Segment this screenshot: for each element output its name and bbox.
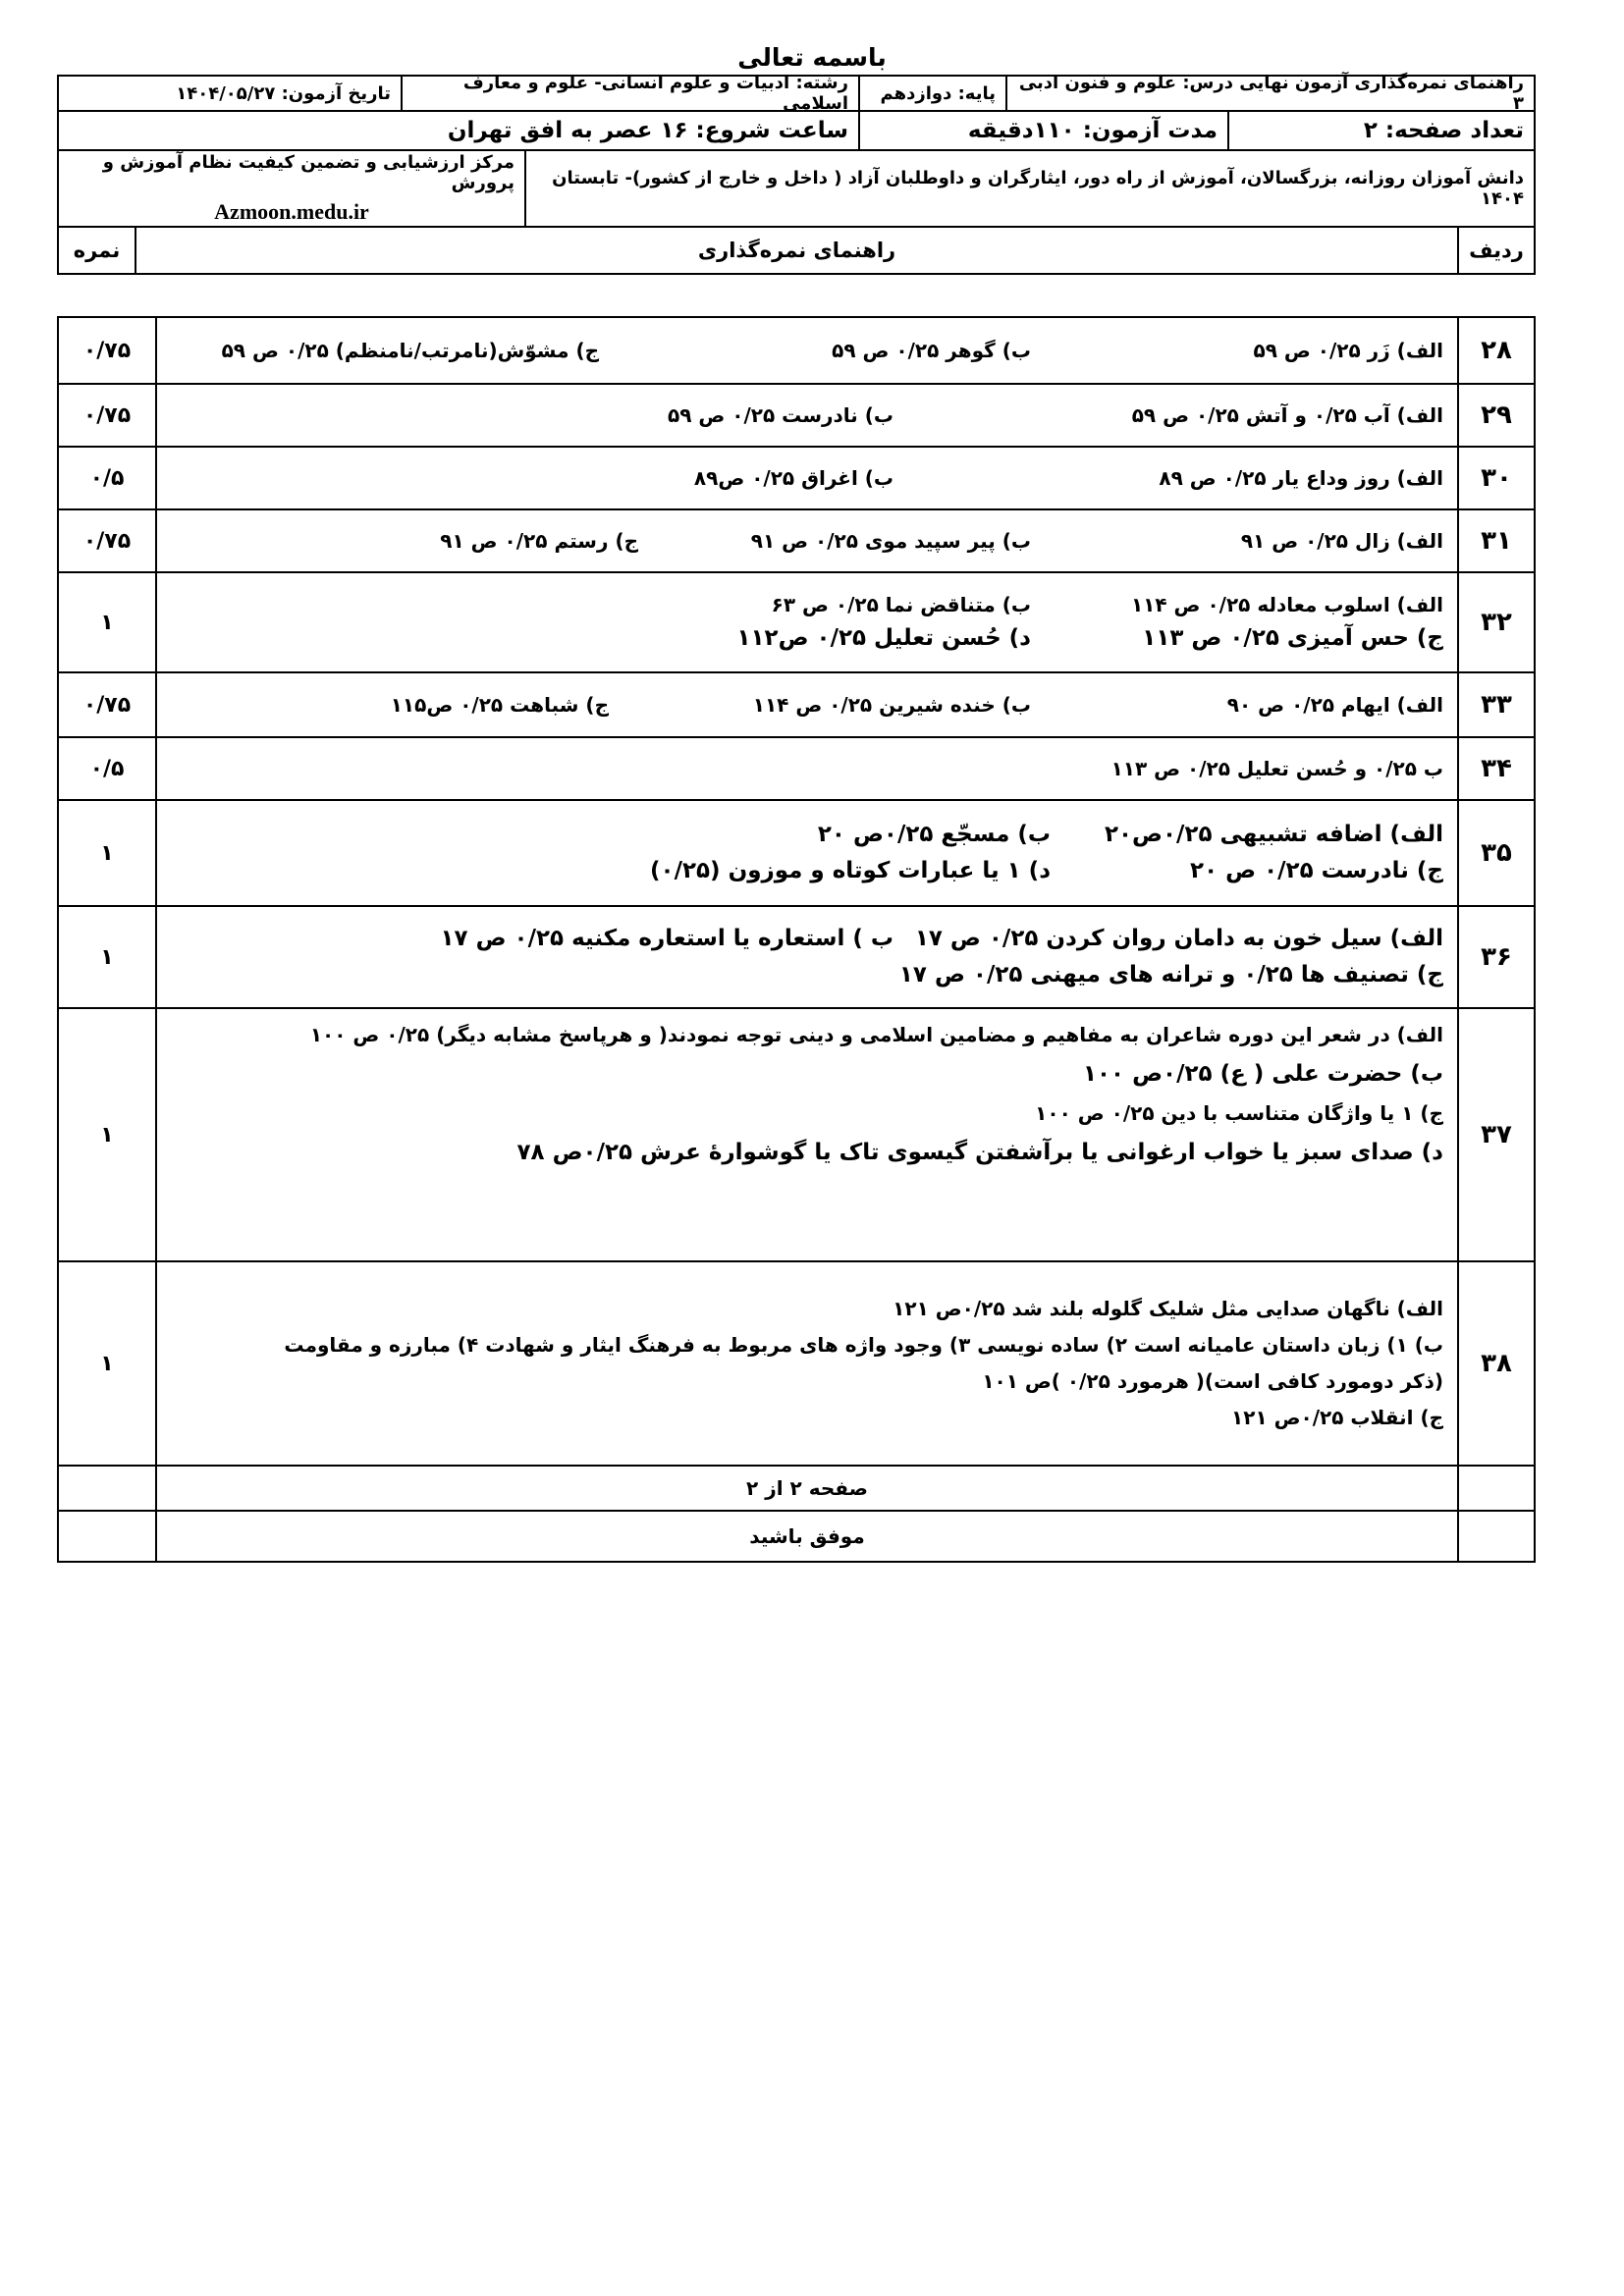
answer-part: ج) رستم ۰/۲۵ ص ۹۱: [440, 529, 638, 553]
footer-bye-cell: [155, 1512, 1457, 1561]
answer-part: ب) ۱) زبان داستان عامیانه است ۲) ساده نویسی ۳) وجود واژه های مربوط به فرهنگ ایثار و شهادت ۴) مبارزه و مقاومت: [284, 1333, 1443, 1357]
answer-line: [171, 335, 1443, 366]
guide-column-label: راهنمای نمره‌گذاری: [135, 228, 1457, 273]
answer-line: [171, 753, 1443, 784]
row-number: ۳۱: [1457, 510, 1534, 571]
header-row-3: [59, 151, 1534, 228]
page-count: تعداد صفحه: ۲: [1227, 112, 1534, 149]
answer-line: [171, 921, 1443, 957]
grade-label: پایه: دوازدهم: [858, 77, 1005, 110]
answer-line: [171, 589, 1443, 620]
answer-line: [171, 620, 1443, 657]
answer-part: الف) سیل خون به دامان روان کردن ۰/۲۵ ص ۱۷: [914, 926, 1443, 952]
answer-part: ب ۰/۲۵ و حُسن تعلیل ۰/۲۵ ص ۱۱۳: [1110, 757, 1443, 780]
answer-part: ج) تصنیف ها ۰/۲۵ و ترانه های میهنی ۰/۲۵ ص ۱۷: [898, 962, 1443, 988]
answer-part: ج) شباهت ۰/۲۵ ص۱۱۵: [390, 693, 609, 717]
row-score: ۰/۵: [89, 756, 125, 781]
center-name: مرکز ارزشیابی و تضمین کیفیت نظام آموزش و پرورش: [102, 152, 514, 193]
answer-row-28: [59, 318, 1534, 385]
header-row-2: [59, 112, 1534, 151]
answer-content: [155, 448, 1457, 508]
empty-cell: [1457, 1512, 1534, 1561]
row-number: ۳۵: [1457, 801, 1534, 905]
answer-part: ب) پیر سپید موی ۰/۲۵ ص ۹۱: [750, 529, 1031, 553]
row-number: ۲۹: [1457, 385, 1534, 446]
answer-line: [171, 689, 1443, 721]
answer-part: الف) اضافه تشبیهی ۰/۲۵ص۲۰: [1104, 822, 1443, 848]
row-score: ۰/۷۵: [82, 402, 132, 428]
answer-row-29: [59, 385, 1534, 448]
row-number: ۳۲: [1457, 573, 1534, 671]
answer-line: [171, 1053, 1443, 1095]
answer-row-34: [59, 738, 1534, 801]
answer-part: ب) نادرست ۰/۲۵ ص ۵۹: [667, 403, 893, 427]
answer-row-33: [59, 673, 1534, 738]
answer-part: د) حُسن تعلیل ۰/۲۵ ص۱۱۲: [736, 624, 1031, 651]
answer-row-32: [59, 573, 1534, 673]
row-number: ۳۶: [1457, 907, 1534, 1007]
row-score: ۱: [100, 610, 114, 635]
course-guide: راهنمای نمره‌گذاری آزمون نهایی درس: علوم و فنون ادبی ۳: [1005, 77, 1534, 110]
row-number: ۳۸: [1457, 1262, 1534, 1465]
answer-part: ب) خنده شیرین ۰/۲۵ ص ۱۱۴: [752, 693, 1031, 717]
row-score: ۱: [100, 1122, 114, 1148]
answer-content: [155, 738, 1457, 799]
answers-table: [57, 316, 1536, 1563]
answer-line: [171, 400, 1443, 431]
row-score: ۱: [100, 1351, 114, 1376]
page-number: صفحه ۲ از ۲: [746, 1476, 868, 1500]
answer-part: الف) روز وداع یار ۰/۲۵ ص ۸۹: [1159, 466, 1443, 490]
answer-row-36: [59, 907, 1534, 1009]
closing-note: موفق باشید: [749, 1524, 865, 1548]
answer-part: الف) اسلوب معادله ۰/۲۵ ص ۱۱۴: [1130, 592, 1443, 616]
empty-cell: [1457, 1467, 1534, 1510]
row-score: ۰/۷۵: [82, 528, 132, 554]
answer-content: [155, 1262, 1457, 1465]
row-column-label: ردیف: [1457, 228, 1534, 273]
answer-line: [171, 462, 1443, 494]
answer-part: الف) ناگهان صدایی مثل شلیک گلوله بلند شد ۰/۲۵ص ۱۲۱: [893, 1297, 1443, 1320]
header-row-1: [59, 73, 1534, 114]
answer-part: ج) انقلاب ۰/۲۵ص ۱۲۱: [1231, 1406, 1443, 1429]
answer-part: الف) زَر ۰/۲۵ ص ۵۹: [1253, 339, 1443, 362]
answer-row-35: [59, 801, 1534, 907]
answer-content: [155, 907, 1457, 1007]
empty-cell: [59, 1467, 155, 1510]
answer-row-38: [59, 1262, 1534, 1467]
answer-part: ب) اغراق ۰/۲۵ ص۸۹: [693, 466, 893, 490]
answer-line: [171, 1363, 1443, 1400]
students-info: دانش آموزان روزانه، بزرگسالان، آموزش از راه دور، ایثارگران و داوطلبان آزاد ( داخل و خارج از کشور)- تابستان ۱۴۰۴: [524, 151, 1534, 226]
answer-part: الف) ایهام ۰/۲۵ ص ۹۰: [1226, 693, 1443, 717]
answer-part: د) ۱ یا عبارات کوتاه و موزون (۰/۲۵): [650, 858, 1051, 883]
answer-line: [171, 817, 1443, 853]
row-number: ۲۸: [1457, 318, 1534, 383]
row-number: ۳۷: [1457, 1009, 1534, 1260]
answer-content: [155, 318, 1457, 383]
answer-line: [171, 957, 1443, 993]
row-score: ۰/۷۵: [82, 692, 132, 718]
answer-content: [155, 385, 1457, 446]
answer-part: الف) آب ۰/۲۵ و آتش ۰/۲۵ ص ۵۹: [1131, 403, 1443, 427]
answer-part: ج) مشوّش(نامرتب/نامنظم) ۰/۲۵ ص ۵۹: [221, 339, 599, 362]
center-info: [59, 151, 524, 226]
answer-part: الف) در شعر این دوره شاعران به مفاهیم و مضامین اسلامی و دینی توجه نمودند( و هرپاسخ مشابه دیگر) ۰/۲۵ ص ۱۰۰: [309, 1023, 1443, 1046]
site-url: Azmoon.medu.ir: [214, 199, 369, 224]
answer-part: ب) حضرت علی ( ع) ۰/۲۵ص ۱۰۰: [1082, 1061, 1443, 1087]
answer-part: ب ) استعاره یا استعاره مکنیه ۰/۲۵ ص ۱۷: [440, 926, 893, 952]
answer-row-31: [59, 510, 1534, 573]
row-score: ۰/۷۵: [82, 338, 132, 363]
answer-part: ب) گوهر ۰/۲۵ ص ۵۹: [832, 339, 1031, 362]
answer-line: [171, 1327, 1443, 1363]
exam-duration: مدت آزمون: ۱۱۰دقیقه: [858, 112, 1227, 149]
answer-part: ج) حس آمیزی ۰/۲۵ ص ۱۱۳: [1142, 624, 1443, 651]
answer-content: [155, 673, 1457, 736]
start-time: ساعت شروع: ۱۶ عصر به افق تهران: [447, 118, 848, 143]
answer-content: [155, 573, 1457, 671]
footer-bye-row: [59, 1512, 1534, 1561]
header-row-4: [59, 228, 1534, 273]
row-number: ۳۳: [1457, 673, 1534, 736]
answer-row-37: [59, 1009, 1534, 1262]
answer-line: [171, 853, 1443, 889]
page-title: باسمه تعالی: [737, 43, 887, 72]
answer-row-30: [59, 448, 1534, 510]
answer-content: [155, 801, 1457, 905]
row-score: ۱: [100, 840, 114, 866]
answer-part: الف) زال ۰/۲۵ ص ۹۱: [1240, 529, 1443, 553]
answer-content: [155, 1009, 1457, 1260]
answer-line: [171, 1291, 1443, 1327]
answer-part: ب) مسجّع ۰/۲۵ص ۲۰: [817, 822, 1051, 848]
row-score: ۱: [100, 944, 114, 970]
answer-part: د) صدای سبز یا خواب ارغوانی یا برآشفتن گیسوی تاک یا گوشوارهٔ عرش ۰/۲۵ص ۷۸: [516, 1139, 1443, 1165]
answer-line: [171, 1017, 1443, 1053]
footer-page-cell: [155, 1467, 1457, 1510]
empty-cell: [59, 1512, 155, 1561]
exam-date: تاریخ آزمون: ۱۴۰۴/۰۵/۲۷: [176, 82, 391, 104]
answer-line: [171, 1132, 1443, 1174]
score-column-label: نمره: [73, 239, 121, 262]
answer-part: ج) نادرست ۰/۲۵ ص ۲۰: [1190, 858, 1443, 883]
answer-content: [155, 510, 1457, 571]
exam-header: [57, 75, 1536, 275]
answer-part: ب) متناقض نما ۰/۲۵ ص ۶۳: [771, 592, 1031, 616]
answer-line: [171, 525, 1443, 557]
row-score: ۰/۵: [89, 465, 125, 491]
answer-part: (ذکر دومورد کافی است)( هرمورد ۰/۲۵ )ص ۱۰۱: [982, 1369, 1443, 1393]
field-label: رشته: ادبیات و علوم انسانی- علوم و معارف اسلامی: [401, 77, 858, 110]
answer-line: [171, 1095, 1443, 1132]
row-number: ۳۴: [1457, 738, 1534, 799]
row-number: ۳۰: [1457, 448, 1534, 508]
answer-line: [171, 1400, 1443, 1436]
answer-part: ج) ۱ یا واژگان متناسب با دین ۰/۲۵ ص ۱۰۰: [1035, 1100, 1443, 1125]
footer-page-row: [59, 1467, 1534, 1512]
